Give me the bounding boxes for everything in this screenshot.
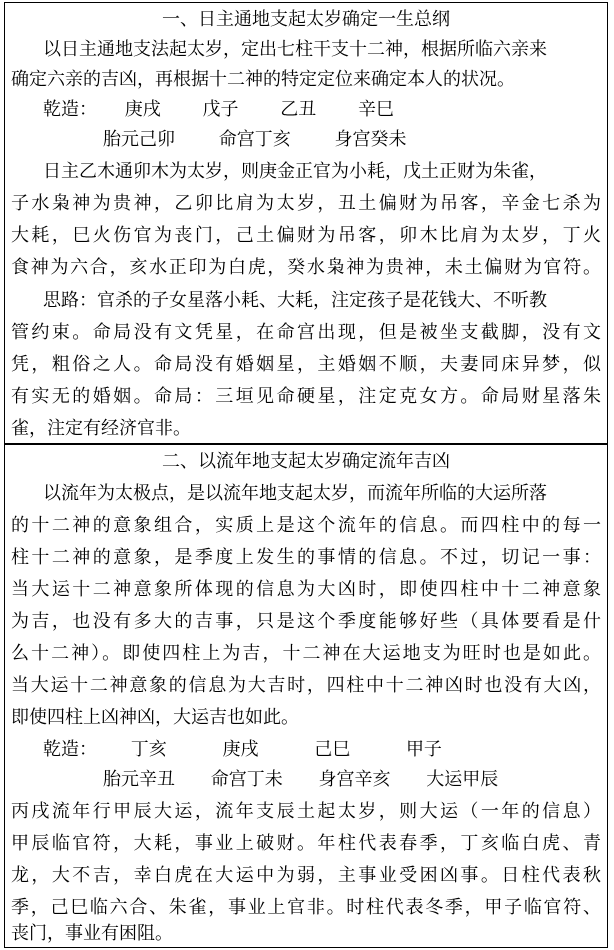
palace-item: 胎元辛丑 <box>103 769 175 790</box>
paragraph-line: 即使四柱上凶神凶，大运吉也如此。 <box>11 707 299 728</box>
chart-label: 乾造： <box>43 739 97 760</box>
paragraph-line: 为吉，也没有多大的吉事，只是这个季度能够好些（具体要看是什 <box>11 611 601 632</box>
paragraph-line: 大耗，巳火伤官为丧门，己土偏财为吊客，卯木比肩为太岁，丁火 <box>11 225 601 246</box>
pillar-day: 乙丑 <box>280 99 317 120</box>
chart-label: 乾造： <box>43 99 97 120</box>
section-one-box <box>4 2 608 444</box>
paragraph-line: 凭，粗俗之人。命局没有婚姻星，主婚姻不顺，夫妻同床异梦，似 <box>11 354 601 375</box>
paragraph-line: 柱十二神的意象，是季度上发生的事情的信息。不过，切记一事： <box>11 547 601 568</box>
paragraph-line: 丧门，事业有困阻。 <box>11 923 173 944</box>
palace-item: 大运甲辰 <box>426 769 499 790</box>
pillar-hour: 甲子 <box>405 739 442 760</box>
paragraph-line: 丙戌流年行甲辰大运，流年支辰土起太岁，则大运（一年的信息） <box>11 801 601 822</box>
chart-pillars-row <box>43 95 601 125</box>
paragraph-line: 确定六亲的吉凶，再根据十二神的特定定位来确定本人的状况。 <box>11 69 515 90</box>
paragraph-line: 当大运十二神意象的信息为大吉时，四柱中十二神凶时也没有大凶， <box>11 675 601 696</box>
paragraph-line: 以日主通地支法起太岁，定出七柱干支十二神，根据所临六亲来 <box>43 39 547 60</box>
paragraph-line: 当大运十二神意象所体现的信息为大凶时，即使四柱中十二神意象 <box>11 579 601 600</box>
paragraph-line: 管约束。命局没有文凭星，在命宫出现，但是被坐支截脚，没有文 <box>11 322 601 343</box>
section-two-title: 二、以流年地支起太岁确定流年吉凶 <box>162 451 450 472</box>
chart-palaces-row <box>103 125 601 155</box>
chart-pillars-row <box>43 735 601 765</box>
pillar-hour: 辛巳 <box>357 99 394 120</box>
pillar-month: 戊子 <box>202 99 239 120</box>
paragraph-line: 子水枭神为贵神，乙卯比肩为太岁，丑土偏财为吊客，辛金七杀为 <box>11 193 601 214</box>
palace-item: 身宫辛亥 <box>318 769 391 790</box>
pillar-month: 庚戌 <box>222 739 259 760</box>
paragraph-line: 雀，注定有经济官非。 <box>11 418 191 439</box>
palace-item: 身宫癸未 <box>334 129 407 150</box>
paragraph-line: 么十二神）。即使四柱上为吉，十二神在大运地支为旺时也是如此。 <box>11 643 601 664</box>
paragraph-line: 思路：官杀的子女星落小耗、大耗，注定孩子是花钱大、不听教 <box>43 290 547 311</box>
pillar-year: 丁亥 <box>130 739 167 760</box>
pillar-day: 己巳 <box>314 739 351 760</box>
paragraph-line: 季，己巳临六合、朱雀，事业上官非。时柱代表冬季，甲子临官符、 <box>11 897 601 918</box>
section-one-title: 一、日主通地支起太岁确定一生总纲 <box>162 9 450 30</box>
chart-palaces-row <box>103 765 601 795</box>
paragraph-line: 的十二神的意象组合，实质上是这个流年的信息。而四柱中的每一 <box>11 515 601 536</box>
palace-item: 命宫丁未 <box>210 769 283 790</box>
paragraph-line: 甲辰临官符，大耗，事业上破财。年柱代表春季，丁亥临白虎、青 <box>11 833 601 854</box>
section-two-box <box>4 444 608 948</box>
paragraph-line: 食神为六合，亥水正印为白虎，癸水枭神为贵神，未土偏财为官符。 <box>11 257 601 278</box>
paragraph-line: 以流年为太极点，是以流年地支起太岁，而流年所临的大运所落 <box>43 483 547 504</box>
palace-item: 胎元己卯 <box>103 129 175 150</box>
paragraph-line: 日主乙木通卯木为太岁，则庚金正官为小耗，戊土正财为朱雀， <box>43 161 547 182</box>
pillar-year: 庚戌 <box>124 99 161 120</box>
paragraph-line: 龙，大不吉，幸白虎在大运中为弱，主事业受困凶事。日柱代表秋 <box>11 865 601 886</box>
paragraph-line: 有实无的婚姻。命局：三垣见命硬星，注定克女方。命局财星落朱 <box>11 386 601 407</box>
palace-item: 命宫丁亥 <box>218 129 291 150</box>
